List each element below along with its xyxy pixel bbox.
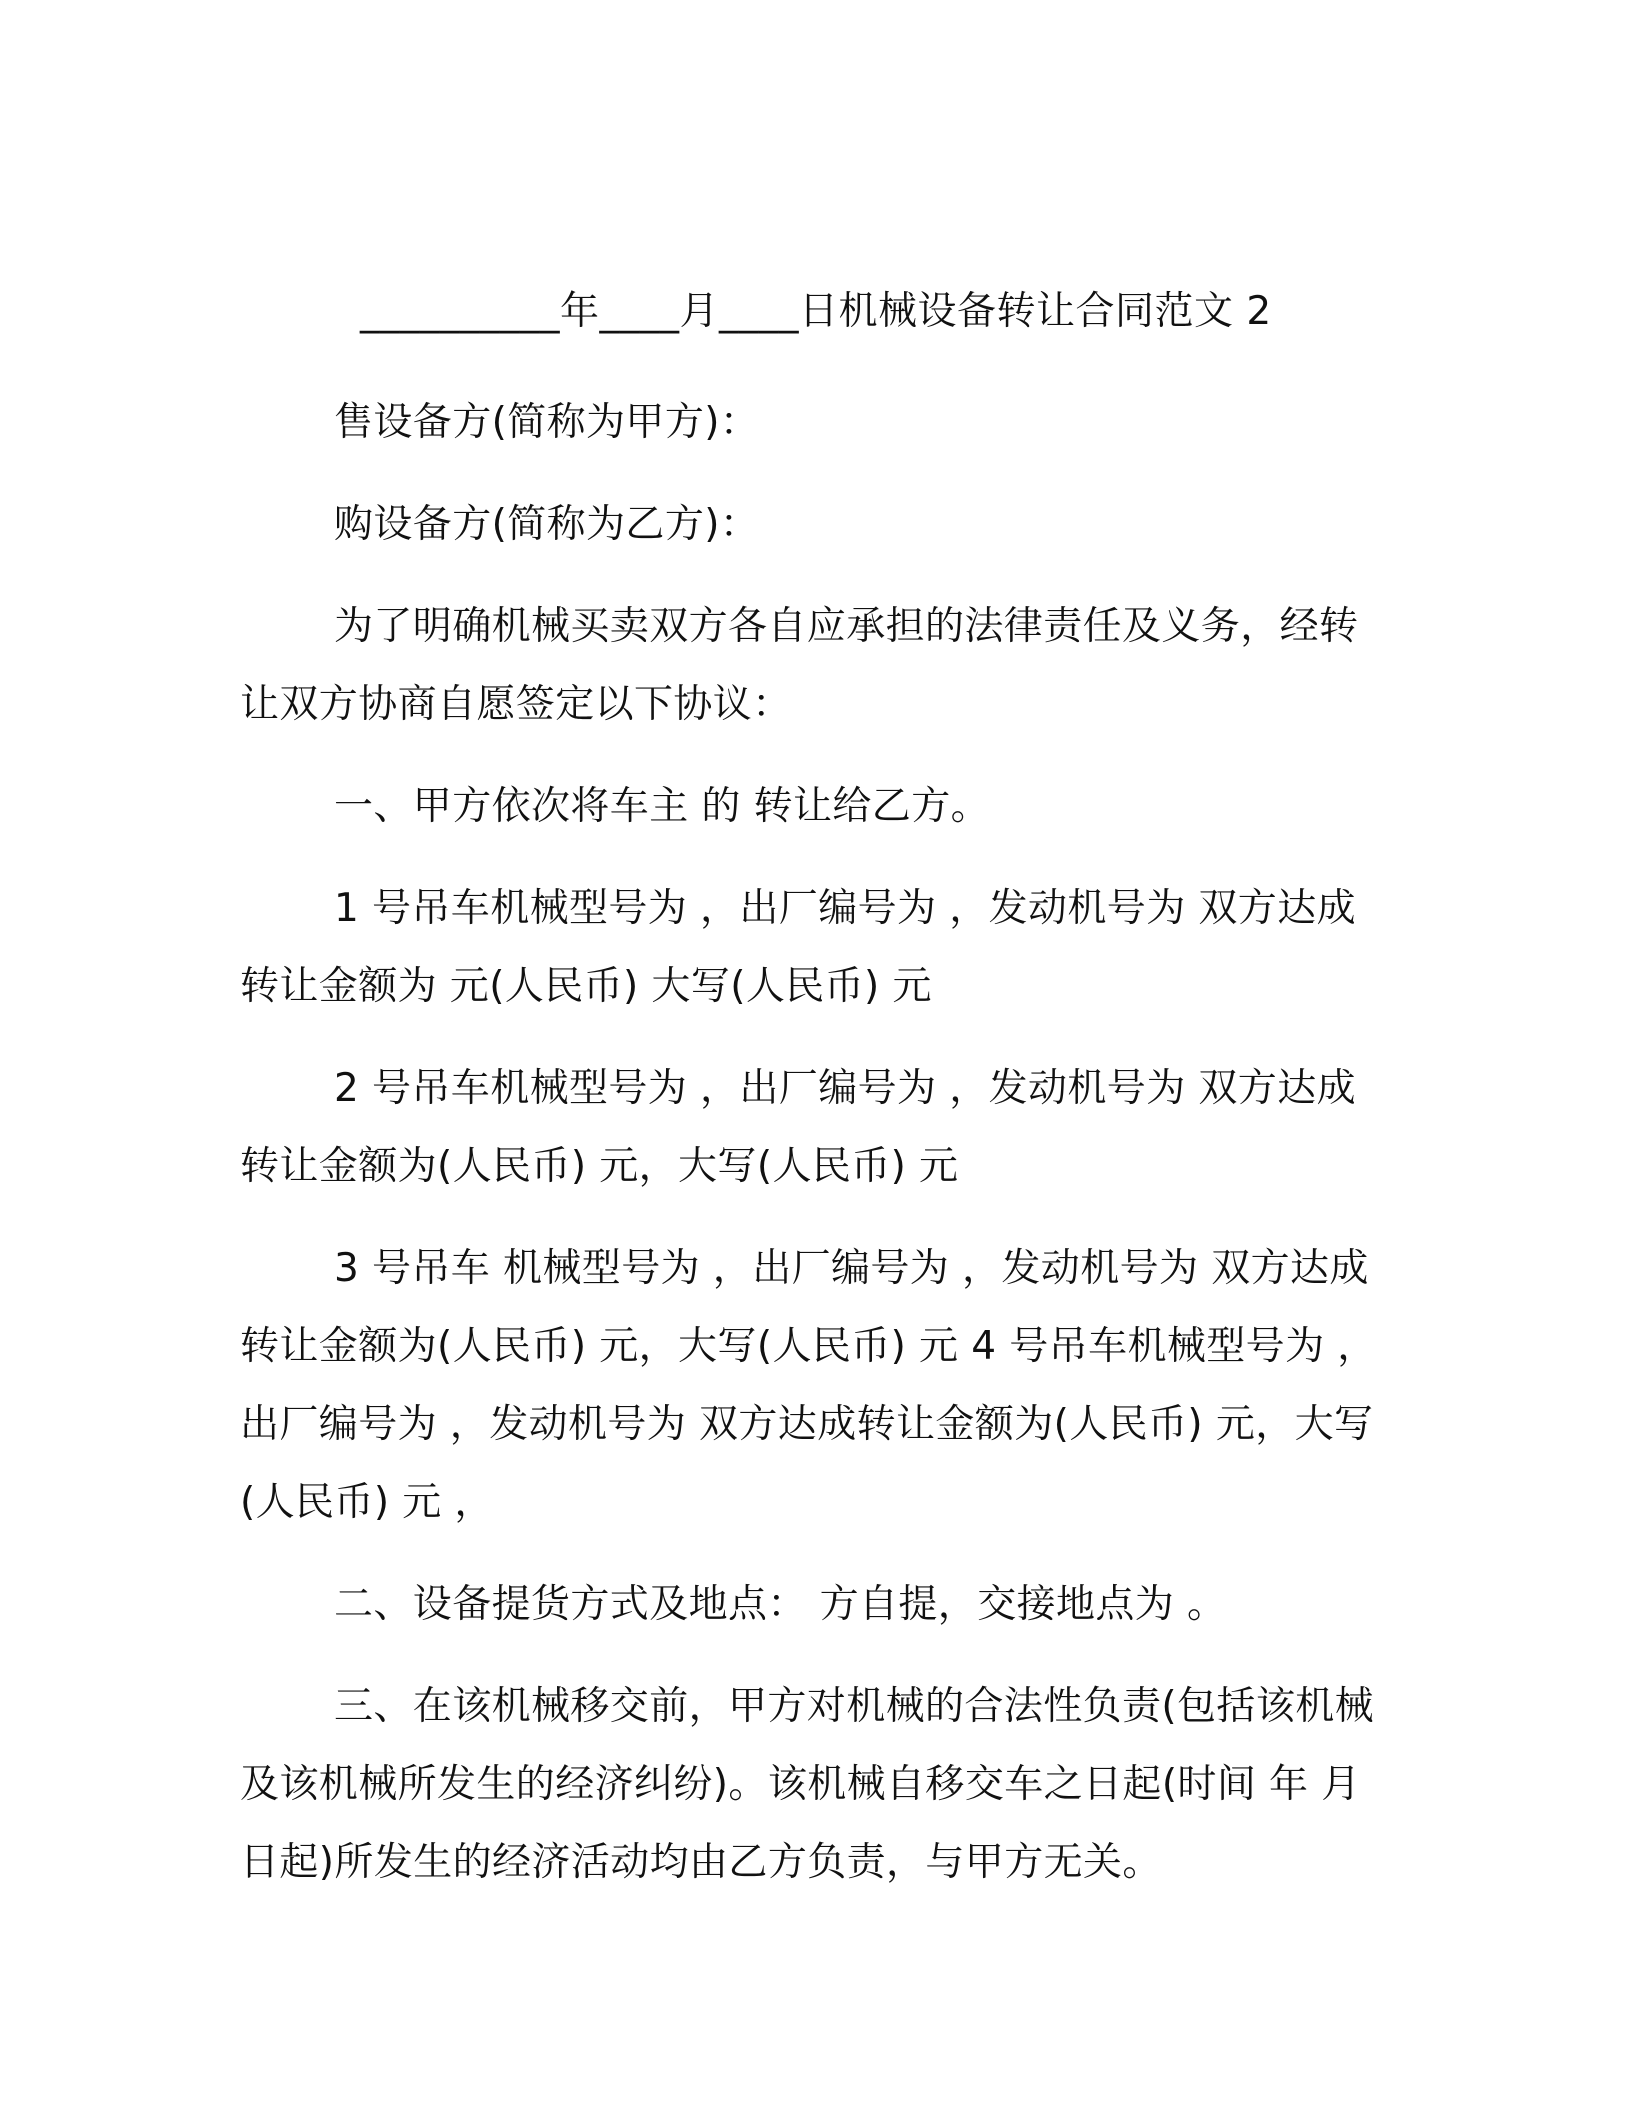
document-title: __________年____月____日机械设备转让合同范文 2 <box>360 289 1272 334</box>
crane-3-4-paragraph: 3 号吊车 机械型号为 ，出厂编号为 ，发动机号为 双方达成转让金额为(人民币) 元，大写(人民币) 元 4 号吊车机械型号为 ，出厂编号为 ，发动机号为 双方达成转让金额为(人民币) 元，大写(人民币) 元 ， <box>240 1246 1377 1525</box>
clause-two: 二、设备提货方式及地点： 方自提，交接地点为 。 <box>334 1582 1227 1627</box>
seller-party-line: 售设备方(简称为甲方)： <box>334 400 760 445</box>
document-body <box>240 384 1390 1926</box>
buyer-party-line: 购设备方(简称为乙方)： <box>334 502 760 547</box>
clause-one: 一、甲方依次将车主 的 转让给乙方。 <box>334 784 990 829</box>
crane-1-paragraph: 1 号吊车机械型号为 ，出厂编号为 ，发动机号为 双方达成转让金额为 元(人民币) 大写(人民币) 元 <box>240 886 1357 1009</box>
preamble-paragraph: 为了明确机械买卖双方各自应承担的法律责任及义务，经转让双方协商自愿签定以下协议： <box>240 604 1359 727</box>
crane-2-paragraph: 2 号吊车机械型号为 ，出厂编号为 ，发动机号为 双方达成转让金额为(人民币) 元，大写(人民币) 元 <box>240 1066 1357 1189</box>
clause-three: 三、在该机械移交前，甲方对机械的合法性负责(包括该机械及该机械所发生的经济纠纷)。该机械自移交车之日起(时间 年 月 日起)所发生的经济活动均由乙方负责，与甲方无关。 <box>240 1684 1375 1885</box>
